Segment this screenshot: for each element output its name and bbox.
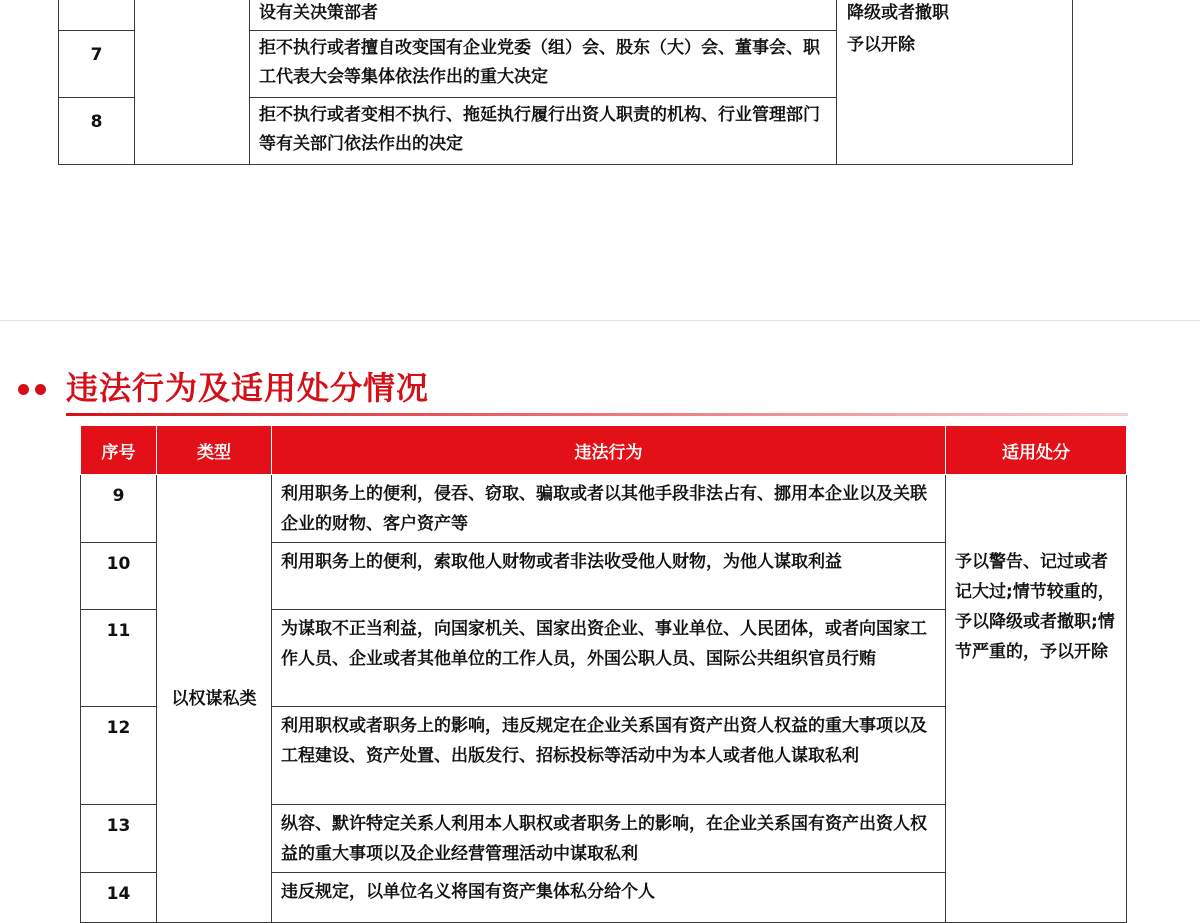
page-title: 违法行为及适用处分情况 bbox=[66, 369, 430, 407]
header-behavior: 违法行为 bbox=[272, 426, 946, 475]
title-underline bbox=[66, 413, 1128, 416]
row-number bbox=[59, 0, 135, 31]
slide-1 bbox=[0, 0, 1200, 321]
behavior-cell: 为谋取不正当利益，向国家机关、国家出资企业、事业单位、人民团体，或者向国家工作人员、企业或者其他单位的工作人员，外国公职人员、国际公共组织官员行贿 bbox=[272, 610, 946, 707]
behavior-cell: 违反规定，以单位名义将国有资产集体私分给个人 bbox=[272, 873, 946, 923]
penalty-line: 降级或者撤职 bbox=[847, 3, 949, 23]
header-type: 类型 bbox=[157, 426, 272, 475]
row-number: 7 bbox=[59, 31, 135, 98]
bullet-dots-icon bbox=[18, 380, 52, 399]
behavior-cell: 拒不执行或者变相不执行、拖延执行履行出资人职责的机构、行业管理部门等有关部门依法作出的决定 bbox=[250, 98, 837, 165]
behavior-cell: 利用职权或者职务上的影响，违反规定在企业关系国有资产出资人权益的重大事项以及工程建设、资产处置、出版发行、招标投标等活动中为本人或者他人谋取私利 bbox=[272, 707, 946, 805]
header-penalty: 适用处分 bbox=[946, 426, 1127, 475]
row-number: 10 bbox=[81, 543, 157, 610]
row-number: 13 bbox=[81, 805, 157, 873]
behavior-cell: 利用职务上的便利，索取他人财物或者非法收受他人财物，为他人谋取利益 bbox=[272, 543, 946, 610]
table-header-row bbox=[81, 426, 1127, 475]
row-number: 8 bbox=[59, 98, 135, 165]
slide1-table bbox=[58, 0, 1073, 165]
slide-2 bbox=[0, 321, 1200, 904]
behavior-cell: 纵容、默许特定关系人利用本人职权或者职务上的影响，在企业关系国有资产出资人权益的重大事项以及企业经营管理活动中谋取私利 bbox=[272, 805, 946, 873]
table-row bbox=[81, 475, 1127, 543]
penalty-cell bbox=[837, 0, 1073, 165]
section-heading bbox=[18, 363, 1128, 413]
penalty-cell: 予以警告、记过或者记大过;情节较重的，予以降级或者撤职;情节严重的，予以开除 bbox=[946, 475, 1127, 923]
behavior-cell: 利用职务上的便利，侵吞、窃取、骗取或者以其他手段非法占有、挪用本企业以及关联企业的财物、客户资产等 bbox=[272, 475, 946, 543]
type-cell bbox=[135, 0, 250, 165]
violations-table bbox=[80, 425, 1127, 923]
penalty-line: 予以开除 bbox=[847, 35, 915, 55]
behavior-cell: 设有关决策部者 bbox=[250, 0, 837, 31]
table-row bbox=[59, 0, 1073, 31]
row-number: 11 bbox=[81, 610, 157, 707]
row-number: 12 bbox=[81, 707, 157, 805]
row-number: 14 bbox=[81, 873, 157, 923]
behavior-cell: 拒不执行或者擅自改变国有企业党委（组）会、股东（大）会、董事会、职工代表大会等集体依法作出的重大决定 bbox=[250, 31, 837, 98]
type-cell: 以权谋私类 bbox=[157, 475, 272, 923]
header-number: 序号 bbox=[81, 426, 157, 475]
row-number: 9 bbox=[81, 475, 157, 543]
